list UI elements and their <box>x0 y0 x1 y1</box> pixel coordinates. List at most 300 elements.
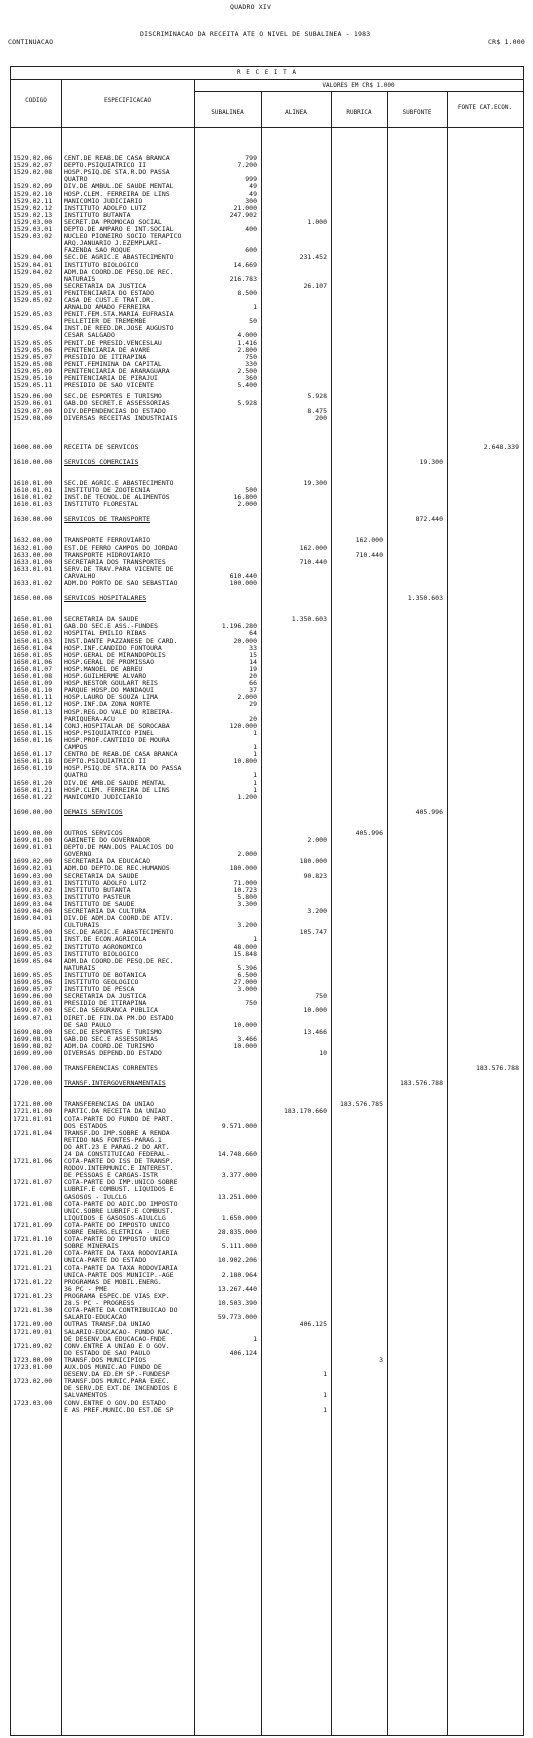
value-subalinea: 14.669 <box>233 260 257 269</box>
row-code: 1529.06.01 <box>13 399 53 408</box>
value-subalinea: 49 <box>249 182 257 191</box>
row-specification: QUATRO <box>64 175 88 184</box>
row-specification: UNIC.SOBRE LUBRIF.E COMBUST. <box>64 1206 174 1215</box>
table-row <box>11 1329 525 1343</box>
row-specification: INSTITUTO ADOLFO LUTZ <box>64 878 147 887</box>
value-subalinea: 300 <box>245 196 257 205</box>
value-subalinea: 1 <box>253 1334 257 1343</box>
row-specification: COTA-PARTE DO ADIC.DO IMPOSTO <box>64 1199 178 1208</box>
row-code: 1699.08.00 <box>13 1027 53 1036</box>
row-specification: INSTITUTO ADOLFO LUTZ <box>64 203 147 212</box>
row-specification: ADM.DA COORD.DE PESQ.DE REC. <box>64 956 174 965</box>
row-code: 1723.02.00 <box>13 1377 53 1386</box>
row-specification: PRESIDIO DE SAO VICENTE <box>64 381 155 390</box>
value-subalinea: 64 <box>249 629 257 638</box>
table-row <box>11 233 525 254</box>
value-subalinea: 500 <box>245 486 257 494</box>
row-specification: DEMAIS SERVICOS <box>64 807 123 816</box>
value-alinea: 3.200 <box>307 907 327 915</box>
row-specification: DEPTO.PSIQUIATRICO II <box>64 161 147 170</box>
row-specification: INSTITUTO DE ZOOTECNIA <box>64 486 151 494</box>
especificacao-header: ESPECIFICACAO <box>104 97 151 104</box>
value-alinea: 8.475 <box>307 406 327 415</box>
row-code: 1721.00.00 <box>13 1100 53 1109</box>
row-code: 1721.01.23 <box>13 1292 53 1300</box>
row-code: 1529.02.06 <box>13 154 53 162</box>
row-code: 1633.01.02 <box>13 579 53 587</box>
row-code: 1699.01.01 <box>13 843 53 852</box>
row-specification: ADM.DA COORD.DE PESQ.DE REC. <box>64 267 174 276</box>
table-row <box>11 169 525 183</box>
value-subalinea: 1 <box>253 742 257 751</box>
value-rubrica: 183.576.785 <box>339 1100 383 1109</box>
value-alinea: 750 <box>315 992 327 1001</box>
row-specification: SECRETARIA DA JUSTICA <box>64 992 147 1001</box>
currency-unit: CR$ 1.000 <box>488 38 526 46</box>
value-subalinea: 2.800 <box>237 345 257 354</box>
row-specification: CENT.DE REAB.DE CASA BRANCA <box>64 154 170 162</box>
value-subalinea: 2.000 <box>237 850 257 859</box>
row-code: 1699.08.01 <box>13 1034 53 1043</box>
row-code: 1699.03.02 <box>13 885 53 894</box>
row-specification: PARTIC.DA RECEITA DA UNIAO <box>64 1107 166 1116</box>
table-row <box>11 325 525 339</box>
row-specification: DIRET.DE FIN.DA PM.DO ESTADO <box>64 1013 174 1022</box>
row-specification: TRANSPORTE HIDROVIARIO <box>64 550 151 559</box>
row-specification: ADM.DO DEPTO.DE REC.HUMANOS <box>64 864 170 873</box>
row-specification: GAB.DO SECRET.E ASSESSORIAS <box>64 399 170 408</box>
row-code: 1529.08.00 <box>13 413 53 422</box>
table-row <box>11 1400 525 1414</box>
row-code: 1633.01.01 <box>13 564 53 573</box>
row-code: 1699.02.01 <box>13 864 53 873</box>
row-specification: GOVERNO <box>64 850 92 859</box>
table-row <box>11 915 525 929</box>
row-specification: FAZENDA SAO ROQUE <box>64 246 131 255</box>
row-specification: PENITENCIARIA DE ARARAGUARA <box>64 367 170 375</box>
value-subalinea: 400 <box>245 225 257 233</box>
row-specification: SERVICOS COMERCIAIS <box>64 457 139 466</box>
table-row <box>11 415 525 422</box>
row-specification: COTA-PARTE DO FUNDO DE PART. <box>64 1114 174 1123</box>
row-code: 1529.04.02 <box>13 267 53 276</box>
table-row <box>11 297 525 311</box>
row-specification: INST.DE ECON.AGRICOLA <box>64 935 147 944</box>
row-specification: SALARIO-EDUCACAO <box>64 1313 127 1322</box>
table-row <box>11 1179 525 1200</box>
value-subalinea: 610.440 <box>229 571 257 580</box>
row-specification: ADM.DO PORTO DE SAO SEBASTIAO <box>64 579 178 587</box>
row-specification: SERV.DE TRAV.PARA VICENTE DE <box>64 564 174 573</box>
value-subalinea: 1 <box>253 771 257 780</box>
value-alinea: 180.000 <box>299 857 327 866</box>
table-row <box>11 1265 525 1279</box>
table-row <box>11 1050 525 1057</box>
row-code: 1721.01.22 <box>13 1277 53 1286</box>
row-specification: CULTURAIS <box>64 921 100 930</box>
row-specification: COTA-PARTE DO IMPOSTO UNICO <box>64 1221 170 1229</box>
value-alinea: 406.125 <box>299 1320 327 1329</box>
row-code: 1529.05.04 <box>13 324 53 333</box>
value-subalinea: 37 <box>249 686 257 695</box>
row-code: 1721.01.07 <box>13 1178 53 1187</box>
row-code: 1721.01.20 <box>13 1249 53 1258</box>
value-subalinea: 3.300 <box>237 899 257 908</box>
row-specification: SECRET.DA PROMOCAO SOCIAL <box>64 217 162 226</box>
value-subalinea: 3.200 <box>237 921 257 930</box>
row-code: 1529.07.00 <box>13 406 53 415</box>
table-row <box>11 444 525 451</box>
value-subalinea: 1 <box>253 785 257 794</box>
value-subalinea: 33 <box>249 643 257 652</box>
row-specification: DE DESENV.DA EDUCACAO-FNDE <box>64 1334 166 1343</box>
row-specification: RETIDO NAS FONTES-PARAG.1 <box>64 1135 162 1144</box>
row-code: 1700.00.00 <box>13 1064 53 1073</box>
row-code: 1723.01.00 <box>13 1363 53 1371</box>
row-code: 1650.01.18 <box>13 757 53 766</box>
value-alinea: 2.000 <box>307 836 327 844</box>
row-code: 1699.05.00 <box>13 928 53 937</box>
table-row <box>11 1378 525 1399</box>
row-specification: DE PESSOAS E CARGAS-ISTR <box>64 1171 158 1180</box>
row-code: 1529.05.03 <box>13 310 53 319</box>
table-row <box>11 1236 525 1250</box>
row-code: 1699.07.00 <box>13 1006 53 1015</box>
row-code: 1529.05.09 <box>13 367 53 375</box>
row-specification: SERVICOS HOSPITALARES <box>64 594 147 603</box>
value-subalinea: 1 <box>253 728 257 737</box>
row-specification: PARQUE HOSP.DO MANDAQUI <box>64 686 155 695</box>
value-subalinea: 15 <box>249 650 257 659</box>
table-row <box>11 1065 525 1072</box>
value-subalinea: 1.650.000 <box>221 1213 257 1222</box>
table-row <box>11 765 525 779</box>
row-specification: SALVAMENTOS <box>64 1391 108 1400</box>
row-code: 1650.01.01 <box>13 622 53 631</box>
value-subalinea: 247.902 <box>229 210 257 219</box>
row-specification: NATURAIS <box>64 963 96 972</box>
row-specification: CONJ.HOSPITALAR DE SOROCABA <box>64 721 170 730</box>
row-code: 1529.05.08 <box>13 359 53 368</box>
row-code: 1650.01.20 <box>13 778 53 787</box>
value-alinea: 200 <box>315 413 327 422</box>
row-code: 1721.01.10 <box>13 1235 53 1244</box>
table-row <box>11 595 525 602</box>
continuation-label: CONTINUACAO <box>8 38 54 46</box>
row-code: 1721.01.09 <box>13 1221 53 1229</box>
fonte-header: FONTE CAT.ECON. <box>457 104 513 111</box>
value-subalinea: 1.196.280 <box>221 622 257 631</box>
table-row <box>11 1116 525 1130</box>
row-code: 1650.01.09 <box>13 679 53 688</box>
table-row <box>11 459 525 466</box>
table-row <box>11 1158 525 1179</box>
row-code: 1632.00.00 <box>13 536 53 545</box>
row-specification: SEC.DE ESPORTES E TURISMO <box>64 1027 162 1036</box>
row-code: 1650.01.02 <box>13 629 53 638</box>
row-code: 1529.03.00 <box>13 217 53 226</box>
table-row <box>11 1201 525 1222</box>
value-subalinea: 71.000 <box>233 878 257 887</box>
row-specification: HOSP.INF.DA ZONA NORTE <box>64 700 151 709</box>
receita-header: R E C E I T A <box>237 69 297 76</box>
table-row <box>11 516 525 523</box>
value-subalinea: 180.000 <box>229 864 257 873</box>
table-row <box>11 1080 525 1087</box>
value-subalinea: 50 <box>249 317 257 326</box>
value-alinea: 13.466 <box>303 1027 327 1036</box>
value-subalinea: 1 <box>253 750 257 759</box>
row-specification: HOSP.CLEM. FERREIRA DE LINS <box>64 785 170 794</box>
value-alinea: 1 <box>323 1370 327 1379</box>
value-subfonte: 872.440 <box>415 515 443 524</box>
table-row <box>11 566 525 580</box>
row-specification: UNICA-PARTE DOS MUNICIP.-AGE <box>64 1270 174 1279</box>
alinea-header: ALINEA <box>285 109 307 116</box>
row-code: 1721.01.21 <box>13 1263 53 1272</box>
row-specification: DO ART.23 E PARAG.2 DO ART. <box>64 1142 170 1151</box>
row-specification: SOBRE MINERAIS <box>64 1242 119 1251</box>
row-code: 1633.01.00 <box>13 557 53 566</box>
value-subalinea: 66 <box>249 679 257 688</box>
row-code: 1529.05.00 <box>13 281 53 290</box>
table-row <box>11 1250 525 1264</box>
row-code: 1699.04.00 <box>13 907 53 915</box>
row-specification: CENTRO DE REAB.DE CASA BRANCA <box>64 750 178 759</box>
row-specification: HOSP.CLEM. FERREIRA DE LINS <box>64 189 170 198</box>
row-code: 1650.01.00 <box>13 615 53 624</box>
row-code: 1699.05.05 <box>13 970 53 979</box>
row-specification: INSTITUTO AGRONOMICO <box>64 942 143 951</box>
row-specification: CARVALHO <box>64 571 96 580</box>
value-subalinea: 20 <box>249 714 257 723</box>
subfonte-header: SUBFONTE <box>402 109 432 116</box>
row-specification: E AS PREF.MUNIC.DO EST.DE SP <box>64 1405 174 1414</box>
valores-header: VALORES EM CR$ 1.000 <box>322 82 395 89</box>
row-specification: ADM.DA COORD.DE TURISMO <box>64 1041 155 1050</box>
row-specification: SEC.DE ESPORTES E TURISMO <box>64 392 162 401</box>
row-code: 1610.00.00 <box>13 457 53 466</box>
row-code: 1721.09.02 <box>13 1341 53 1350</box>
table-row <box>11 709 525 723</box>
row-code: 1699.06.01 <box>13 999 53 1008</box>
value-subalinea: 2.180.964 <box>221 1270 257 1279</box>
row-code: 1721.09.01 <box>13 1327 53 1336</box>
row-code: 1699.01.00 <box>13 836 53 844</box>
table-row <box>11 1222 525 1236</box>
row-specification: INST.DE REED.DR.JOSE AUGUSTO <box>64 324 174 333</box>
row-specification: SEC.DE AGRIC.E ABASTECIMENTO <box>64 478 174 487</box>
row-specification: MANICOMIO JUDICIARIO <box>64 792 143 801</box>
row-specification: SECRETARIA DA SAUDE <box>64 871 139 880</box>
value-subalinea: 14 <box>249 657 257 666</box>
value-alinea: 1 <box>323 1405 327 1414</box>
row-specification: PROGRAMAS DE MOBIL.ENERG. <box>64 1277 162 1286</box>
value-subalinea: 14.748.660 <box>217 1149 257 1158</box>
row-specification: SECRETARIA DA CULTURA <box>64 907 147 915</box>
row-code: 1699.05.01 <box>13 935 53 944</box>
row-specification: LIQUIDOS E GASOSOS-AIULCLG <box>64 1213 166 1222</box>
row-specification: INSTITUTO BUTANTA <box>64 210 131 219</box>
value-alinea: 1.000 <box>307 217 327 226</box>
row-code: 1699.05.06 <box>13 978 53 986</box>
row-code: 1721.01.00 <box>13 1107 53 1116</box>
row-specification: GAB.DO SEC.E ASSESSORIAS <box>64 1034 158 1043</box>
table-row <box>11 958 525 972</box>
value-subalinea: 10.723 <box>233 885 257 894</box>
row-specification: TRANSF.DOS MUNICIPIOS <box>64 1355 147 1364</box>
row-specification: PENITENCIARIA DE PIRAJUI <box>64 374 158 383</box>
value-subalinea: 2.500 <box>237 367 257 375</box>
row-code: 1650.01.21 <box>13 785 53 794</box>
row-specification: INSTITUTO GEOLOGICO <box>64 978 139 986</box>
value-fonte: 183.576.788 <box>475 1064 519 1073</box>
value-subalinea: 20 <box>249 672 257 680</box>
value-rubrica: 710.440 <box>355 550 383 559</box>
row-code: 1610.01.00 <box>13 478 53 487</box>
row-code: 1529.02.08 <box>13 168 53 177</box>
row-specification: INSTITUTO BUTANTA <box>64 885 131 894</box>
row-specification: CONV.ENTRE O GOV.DO ESTADO <box>64 1398 166 1407</box>
row-specification: HOSP.GUILHERME ALVARO <box>64 672 147 680</box>
row-specification: DEPTO.PSIQUIATRICO II <box>64 757 147 766</box>
value-alinea: 183.170.660 <box>283 1107 327 1116</box>
value-subalinea: 330 <box>245 359 257 368</box>
row-code: 1699.03.00 <box>13 871 53 880</box>
row-code: 1529.05.02 <box>13 296 53 304</box>
row-specification: OUTRAS TRANSF.DA UNIAO <box>64 1320 151 1329</box>
value-subalinea: 5.396 <box>237 963 257 972</box>
value-alinea: 710.440 <box>299 557 327 566</box>
row-specification: CONV.ENTRE A UNIAO E O GOV. <box>64 1341 170 1350</box>
value-subalinea: 13.267.440 <box>217 1284 257 1293</box>
row-specification: RECEITA DE SERVICOS <box>64 442 139 451</box>
row-code: 1650.01.12 <box>13 700 53 709</box>
value-subalinea: 120.000 <box>229 721 257 730</box>
document-title: DISCRIMINACAO DA RECEITA ATE O NIVEL DE SUBALINEA - 1983 <box>140 30 371 38</box>
value-subalinea: 28.835.000 <box>217 1228 257 1237</box>
row-specification: DESENV.DA ED.EM SP.-FUNDESP <box>64 1370 170 1379</box>
table-row <box>11 501 525 508</box>
row-code: 1529.02.10 <box>13 189 53 198</box>
row-code: 1699.04.01 <box>13 914 53 923</box>
row-specification: COTA-PARTE DO IMP.UNICO SOBRE <box>64 1178 178 1187</box>
row-code: 1699.09.00 <box>13 1049 53 1057</box>
value-subalinea: 20.000 <box>233 636 257 645</box>
row-specification: INST.DE TECNOL.DE ALIMENTOS <box>64 493 170 502</box>
row-specification: EST.DE FERRO CAMPOS DO JORDAO <box>64 543 178 552</box>
table-row <box>11 794 525 801</box>
row-specification: GABINETE DO GOVERNADOR <box>64 836 151 844</box>
row-code: 1529.05.06 <box>13 345 53 354</box>
row-specification: 36 PC - PME <box>64 1284 108 1293</box>
table-row <box>11 844 525 858</box>
value-subfonte: 19.300 <box>419 457 443 466</box>
row-code: 1650.01.13 <box>13 707 53 716</box>
row-specification: HOSP.INF.CANDIDO FONTOURA <box>64 643 162 652</box>
value-subalinea: 100.000 <box>229 579 257 587</box>
value-subalinea: 1.416 <box>237 338 257 347</box>
row-specification: PENIT.FEMININA DA CAPITAL <box>64 359 162 368</box>
row-specification: HOSP.GERAL DE MIRANDOPOLIS <box>64 650 166 659</box>
row-code: 1650.01.05 <box>13 650 53 659</box>
row-code: 1529.04.01 <box>13 260 53 269</box>
row-specification: DEPTO.DE MAN.DOS PALACIOS DO <box>64 843 174 852</box>
row-specification: HOSP.MANOEL DE ABREU <box>64 664 143 673</box>
row-code: 1610.01.02 <box>13 493 53 502</box>
row-specification: PROGRAMA ESPEC.DE VIAS EXP. <box>64 1292 170 1300</box>
value-alinea: 105.747 <box>299 928 327 937</box>
row-specification: TRANSF.INTERGOVERNAMENTAIS <box>64 1079 166 1088</box>
row-specification: SOBRE ENERG.ELETRICA - IUEE <box>64 1228 170 1237</box>
value-alinea: 10.000 <box>303 1006 327 1015</box>
row-specification: DEPTO.DE AMPARO E INT.SOCIAL <box>64 225 174 233</box>
row-code: 1650.01.11 <box>13 693 53 702</box>
row-code: 1699.03.01 <box>13 878 53 887</box>
row-specification: INSTITUTO DE BOTANICA <box>64 970 147 979</box>
row-code: 1610.01.01 <box>13 486 53 494</box>
row-specification: DIV.DE AMB.DE SAUDE MENTAL <box>64 778 166 787</box>
row-specification: DO ESTADO DE SAO PAULO <box>64 1348 151 1357</box>
value-alinea: 19.300 <box>303 478 327 487</box>
value-alinea: 231.452 <box>299 253 327 262</box>
value-subalinea: 10.503.390 <box>217 1299 257 1308</box>
row-specification: PENIT.DE PRESID.VENCESLAU <box>64 338 162 347</box>
row-code: 1699.06.00 <box>13 992 53 1001</box>
row-specification: RODOV.INTERMUNIC.E INTEREST. <box>64 1164 174 1173</box>
row-specification: ARNALDO AMADO FERREIRA <box>64 303 151 312</box>
row-code: 1529.05.01 <box>13 288 53 297</box>
row-code: 1529.02.11 <box>13 196 53 205</box>
row-code: 1610.01.03 <box>13 500 53 509</box>
row-code: 1720.00.00 <box>13 1079 53 1088</box>
row-specification: NATURAIS <box>64 274 96 283</box>
value-subalinea: 5.928 <box>237 399 257 408</box>
row-specification: INST.DANTE PAZZANESE DE CARD. <box>64 636 178 645</box>
row-specification: 28.5 PC - PROGRESS <box>64 1299 135 1308</box>
row-specification: COTA-PARTE DA TAXA RODOVIARIA <box>64 1249 178 1258</box>
value-subalinea: 7.200 <box>237 161 257 170</box>
row-code: 1529.02.09 <box>13 182 53 191</box>
value-subalinea: 21.000 <box>233 203 257 212</box>
row-specification: MANICOMIO JUDICIARIO <box>64 196 143 205</box>
row-code: 1650.01.16 <box>13 735 53 744</box>
value-alinea: 26.107 <box>303 281 327 290</box>
row-specification: INSTITUTO DE PESCA <box>64 985 135 994</box>
value-subalinea: 49 <box>249 189 257 198</box>
value-rubrica: 3 <box>379 1355 383 1364</box>
row-specification: INSTITUTO DE SAUDE <box>64 899 135 908</box>
row-specification: SEC.DE AGRIC.E ABASTECIMENTO <box>64 928 174 937</box>
table-row <box>11 1130 525 1158</box>
codigo-header: CODIGO <box>25 97 47 104</box>
value-subalinea: 6.500 <box>237 970 257 979</box>
value-subalinea: 2.000 <box>237 693 257 702</box>
value-subalinea: 16.800 <box>233 493 257 502</box>
table-row <box>11 269 525 283</box>
row-code: 1633.00.00 <box>13 550 53 559</box>
row-specification: PELLETIER DE TREMEMBE <box>64 317 147 326</box>
value-subalinea: 59.773.000 <box>217 1313 257 1322</box>
value-subalinea: 1.200 <box>237 792 257 801</box>
row-specification: TRANSFERENCIAS CORRENTES <box>64 1064 158 1073</box>
row-specification: DE SERV.DE EXT.DE INCENDIOS E <box>64 1384 178 1393</box>
value-subalinea: 15.848 <box>233 949 257 958</box>
row-specification: TRANSPORTE FERROVIARIO <box>64 536 151 545</box>
row-specification: DIV.DE AMBUL.DE SAUDE MENTAL <box>64 182 174 191</box>
value-subalinea: 5.400 <box>237 381 257 390</box>
row-specification: SECRETARIA DA EDUCACAO <box>64 857 151 866</box>
